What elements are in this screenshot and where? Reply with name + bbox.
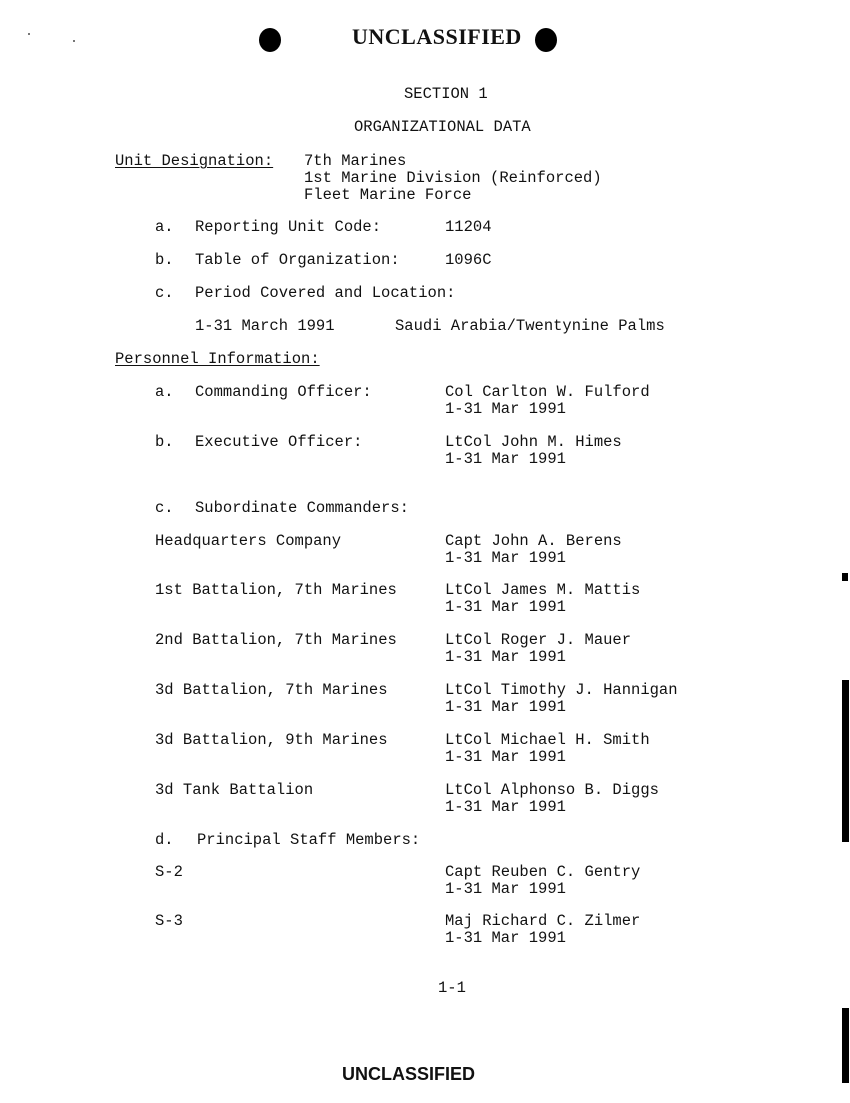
- unit-designation-line: 1st Marine Division (Reinforced): [304, 169, 602, 187]
- subordinate-commanders-label: Subordinate Commanders:: [195, 499, 409, 517]
- principal-staff-label: Principal Staff Members:: [197, 831, 421, 849]
- commander-dates: 1-31 Mar 1991: [445, 549, 566, 567]
- executive-officer-label: Executive Officer:: [195, 433, 363, 451]
- commander-dates: 1-31 Mar 1991: [445, 598, 566, 616]
- item-letter: c.: [155, 284, 174, 302]
- unit-designation-line: 7th Marines: [304, 152, 407, 170]
- header-right-dot: [535, 28, 557, 52]
- staff-role: S-3: [155, 912, 183, 930]
- commander-name: Capt John A. Berens: [445, 532, 622, 550]
- commanding-officer-dates: 1-31 Mar 1991: [445, 400, 566, 418]
- scan-speck: [73, 40, 75, 42]
- change-bar: [842, 1008, 849, 1083]
- commander-unit: 1st Battalion, 7th Marines: [155, 581, 397, 599]
- unit-designation-label: Unit Designation:: [115, 152, 274, 170]
- item-letter: d.: [155, 831, 174, 849]
- executive-officer-name: LtCol John M. Himes: [445, 433, 622, 451]
- commander-name: LtCol James M. Mattis: [445, 581, 641, 599]
- footer-classification: UNCLASSIFIED: [342, 1064, 476, 1084]
- item-letter: a.: [155, 218, 174, 236]
- commander-name: LtCol Michael H. Smith: [445, 731, 650, 749]
- location-value: Saudi Arabia/Twentynine Palms: [395, 317, 665, 335]
- staff-role: S-2: [155, 863, 183, 881]
- commander-name: LtCol Timothy J. Hannigan: [445, 681, 678, 699]
- executive-officer-dates: 1-31 Mar 1991: [445, 450, 566, 468]
- unit-designation-line: Fleet Marine Force: [304, 186, 472, 204]
- header-classification: UNCLASSIFIED: [352, 24, 522, 49]
- table-of-organization-value: 1096C: [445, 251, 492, 269]
- margin-mark: [842, 573, 848, 581]
- commander-name: LtCol Alphonso B. Diggs: [445, 781, 659, 799]
- personnel-information-label: Personnel Information:: [115, 350, 320, 368]
- reporting-unit-code-value: 11204: [445, 218, 492, 236]
- item-letter: a.: [155, 383, 174, 401]
- item-letter: c.: [155, 499, 174, 517]
- section-number: SECTION 1: [404, 85, 488, 103]
- item-letter: b.: [155, 251, 174, 269]
- commander-unit: 3d Tank Battalion: [155, 781, 314, 799]
- commander-unit: 3d Battalion, 9th Marines: [155, 731, 388, 749]
- page-number: 1-1: [438, 979, 466, 997]
- commander-unit: Headquarters Company: [155, 532, 342, 550]
- table-of-organization-label: Table of Organization:: [195, 251, 400, 269]
- commanding-officer-label: Commanding Officer:: [195, 383, 372, 401]
- commander-name: LtCol Roger J. Mauer: [445, 631, 632, 649]
- staff-dates: 1-31 Mar 1991: [445, 880, 566, 898]
- staff-name: Maj Richard C. Zilmer: [445, 912, 641, 930]
- item-letter: b.: [155, 433, 174, 451]
- commander-dates: 1-31 Mar 1991: [445, 798, 566, 816]
- staff-dates: 1-31 Mar 1991: [445, 929, 566, 947]
- period-value: 1-31 March 1991: [195, 317, 335, 335]
- scan-speck: [28, 33, 30, 35]
- period-location-label: Period Covered and Location:: [195, 284, 456, 302]
- commander-dates: 1-31 Mar 1991: [445, 748, 566, 766]
- staff-name: Capt Reuben C. Gentry: [445, 863, 641, 881]
- commander-unit: 3d Battalion, 7th Marines: [155, 681, 388, 699]
- reporting-unit-code-label: Reporting Unit Code:: [195, 218, 382, 236]
- commander-dates: 1-31 Mar 1991: [445, 698, 566, 716]
- change-bar: [842, 680, 849, 842]
- section-title: ORGANIZATIONAL DATA: [354, 118, 531, 136]
- header-left-dot: [259, 28, 281, 52]
- commander-dates: 1-31 Mar 1991: [445, 648, 566, 666]
- commanding-officer-name: Col Carlton W. Fulford: [445, 383, 650, 401]
- commander-unit: 2nd Battalion, 7th Marines: [155, 631, 397, 649]
